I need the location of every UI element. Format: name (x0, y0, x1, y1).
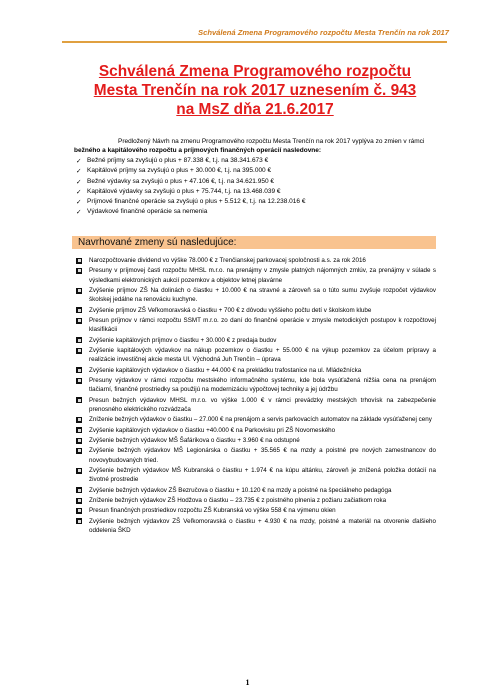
change-item-text: Zníženie bežných výdavkov ZŠ Hodžova o čiastku – 23.735 € z poistného plnenia z požiaru začiatkom roka (89, 497, 387, 504)
change-item (76, 256, 436, 265)
checkmark-icon: ✓ (76, 198, 82, 207)
change-item-text: Zvýšenie príjmov ZŠ Veľkomoravská o čiastku + 700 € z dôvodu vyššieho počtu detí v školskom klube (89, 306, 372, 314)
change-item (76, 266, 436, 285)
square-bullet-icon (76, 417, 82, 423)
square-bullet-icon (76, 397, 82, 403)
square-bullet-icon (76, 438, 82, 444)
change-item (76, 286, 436, 305)
square-bullet-icon (76, 318, 82, 324)
change-item-text: Zvýšenie bežných výdavkov ZŠ Veľkomoravská o čiastku + 4.930 € na mzdy, poistné a materiál na otvorenie ďalšieho oddelenia ŠKD (89, 517, 436, 534)
checkmark-icon: ✓ (76, 187, 82, 196)
square-bullet-icon (76, 367, 82, 373)
summary-item-text: Bežné výdavky sa zvyšujú o plus + 47.106 €, t.j. na 34.621.950 € (87, 177, 274, 185)
change-item (76, 306, 436, 315)
summary-item-text: Príjmové finančné operácie sa zvyšujú o plus + 5.512 €, t.j. na 12.238.016 € (87, 198, 306, 206)
change-item (76, 366, 436, 375)
checkmark-icon: ✓ (76, 167, 82, 176)
change-item (76, 466, 436, 485)
intro-text: Predložený Návrh na zmenu Programového rozpočtu Mesta Trenčín na rok 2017 vyplýva zo zmien v rámci (118, 138, 425, 145)
change-item-text: Zvýšenie bežných výdavkov MŠ Kubranská o čiastku + 1.974 € na kúpu altánku, zároveň je znížená položka dotácií na životné prostredie (89, 467, 436, 484)
summary-item-text: Kapitálové výdavky sa zvyšujú o plus + 75.744, t.j. na 13.468.039 € (87, 187, 281, 195)
square-bullet-icon (76, 378, 82, 384)
summary-item (76, 197, 436, 207)
square-bullet-icon (76, 468, 82, 474)
change-item (76, 316, 436, 335)
change-item (76, 517, 436, 536)
document-title (60, 62, 450, 119)
page-number: 1 (245, 678, 250, 687)
summary-item-text: Výdavkové finančné operácie sa nemenia (87, 208, 208, 216)
square-bullet-icon (76, 487, 82, 493)
running-header: Schválená Zmena Programového rozpočtu Mesta Trenčín na rok 2017 (198, 28, 449, 37)
summary-item (76, 156, 436, 166)
change-item-text: Presun príjmov v rámci rozpočtu SSMT m.r.o. zo daní do finančné operácie v zmysle metodických postupov k rozpočtovej klasifikácii (89, 317, 436, 334)
checkmark-icon: ✓ (76, 157, 82, 165)
intro-paragraph (74, 137, 436, 155)
change-item (76, 396, 436, 415)
square-bullet-icon (76, 337, 82, 343)
square-bullet-icon (76, 258, 82, 264)
summary-item (76, 177, 436, 187)
summary-item-text: Kapitálové príjmy sa zvyšujú o plus + 30.000 €, t.j. na 395.000 € (87, 167, 272, 175)
square-bullet-icon (76, 268, 82, 274)
change-item-text: Presuny v príjmovej časti rozpočtu MHSL m.r.o. na prenájmy v zmysle platných nájomných zmlúv, za prenájmy v súlade s výsledkami elektronických aukcií pozemkov a objektov letnej plavárne (89, 267, 436, 284)
summary-item (76, 187, 436, 197)
summary-item (76, 207, 436, 217)
title-line-1: Schválená Zmena Programového rozpočtu (98, 63, 412, 80)
change-item-text: Zvýšenie bežných výdavkov ZŠ Bezručova o čiastku + 10.120 € na mzdy a poistné na špeciálneho pedagóga (89, 486, 392, 494)
change-item (76, 496, 436, 505)
changes-list (76, 256, 436, 536)
square-bullet-icon (76, 288, 82, 294)
change-item-text: Zvýšenie kapitálových výdavkov o čiastku + 44.000 € na prekládku trafostanice na ul. Mládežnícka (89, 366, 362, 374)
checkmark-icon: ✓ (76, 208, 82, 217)
square-bullet-icon (76, 348, 82, 354)
section-heading: Navrhované zmeny sú nasledujúce: (78, 237, 237, 248)
square-bullet-icon (76, 427, 82, 433)
change-item-text: Zníženie bežných výdavkov o čiastku – 27.000 € na prenájom a servis parkovacích automatov na základe vysúťaženej ceny (89, 416, 432, 424)
header-rule (62, 41, 447, 43)
change-item (76, 486, 436, 495)
change-item (76, 346, 436, 365)
change-item (76, 415, 436, 424)
change-item-text: Zvýšenie bežných výdavkov MŠ Šafárikova o čiastku + 3.960 € na odstupné (89, 437, 300, 444)
change-item-text: Zvýšenie bežných výdavkov MŠ Legionárska o čiastku + 35.565 € na mzdy a poistné pre nových zamestnancov do novovybudovaných tried. (89, 447, 436, 464)
square-bullet-icon (76, 307, 82, 313)
change-item-text: Presun finančných prostriedkov rozpočtu ZŠ Kubranská vo výške 558 € na výmenu okien (89, 507, 336, 515)
change-item-text: Zvýšenie kapitálových výdavkov o čiastku +40.000 € na Parkovisku pri ZŠ Novomeského (89, 426, 336, 434)
change-item-text: Narozpočtovanie dividend vo výške 78.000 € z Trenčianskej parkovacej spoločnosti a.s. za rok 2016 (89, 257, 366, 264)
change-item-text: Zvýšenie kapitálových výdavkov na nákup pozemkov o čiastku + 55.000 € na výkup pozemkov za účelom prípravy a realizácie investičnej akcie mesta Ul. Východná Juh Trenčín – úprava (89, 347, 436, 364)
change-item (76, 446, 436, 465)
square-bullet-icon (76, 448, 82, 454)
checkmark-icon: ✓ (76, 177, 82, 186)
change-item (76, 506, 436, 515)
change-item-text: Zvýšenie príjmov ZŠ Na dolinách o čiastku + 10.000 € na stravné a zároveň sa o túto sumu zvyšuje rozpočet výdavkov školskej jedálne na renováciu kuchyne. (89, 287, 436, 304)
square-bullet-icon (76, 508, 82, 514)
change-item (76, 436, 436, 445)
summary-item-text: Bežné príjmy sa zvyšujú o plus + 87.338 €, t.j. na 38.341.673 € (87, 157, 269, 164)
title-line-2: Mesta Trenčín na rok 2017 uznesením č. 943 (93, 82, 417, 99)
change-item (76, 376, 436, 395)
summary-list (76, 156, 436, 218)
change-item-text: Presuny výdavkov v rámci rozpočtu mestského informačného systému, kde bola vysúťažená nižšia cena na prenájom tlačiarní, finančné prostriedky sa použijú na modernizáciu výpočtovej techniky a jej údržbu (89, 377, 436, 394)
change-item-text: Presun bežných výdavkov MHSL m.r.o. vo výške 1.000 € v rámci prevádzky mestských trhovísk na zabezpečenie prenosného elektrického rozvádzača (89, 396, 436, 414)
summary-item (76, 166, 436, 176)
square-bullet-icon (76, 518, 82, 524)
intro-bold-text: bežného a kapitálového rozpočtu a príjmových finančných operácií nasledovne: (74, 147, 322, 154)
change-item (76, 336, 436, 345)
title-line-3: na MsZ dňa 21.6.2017 (176, 101, 334, 118)
square-bullet-icon (76, 498, 82, 504)
change-item-text: Zvýšenie kapitálových príjmov o čiastku + 30.000 € z predaja budov (89, 336, 277, 344)
change-item (76, 426, 436, 435)
